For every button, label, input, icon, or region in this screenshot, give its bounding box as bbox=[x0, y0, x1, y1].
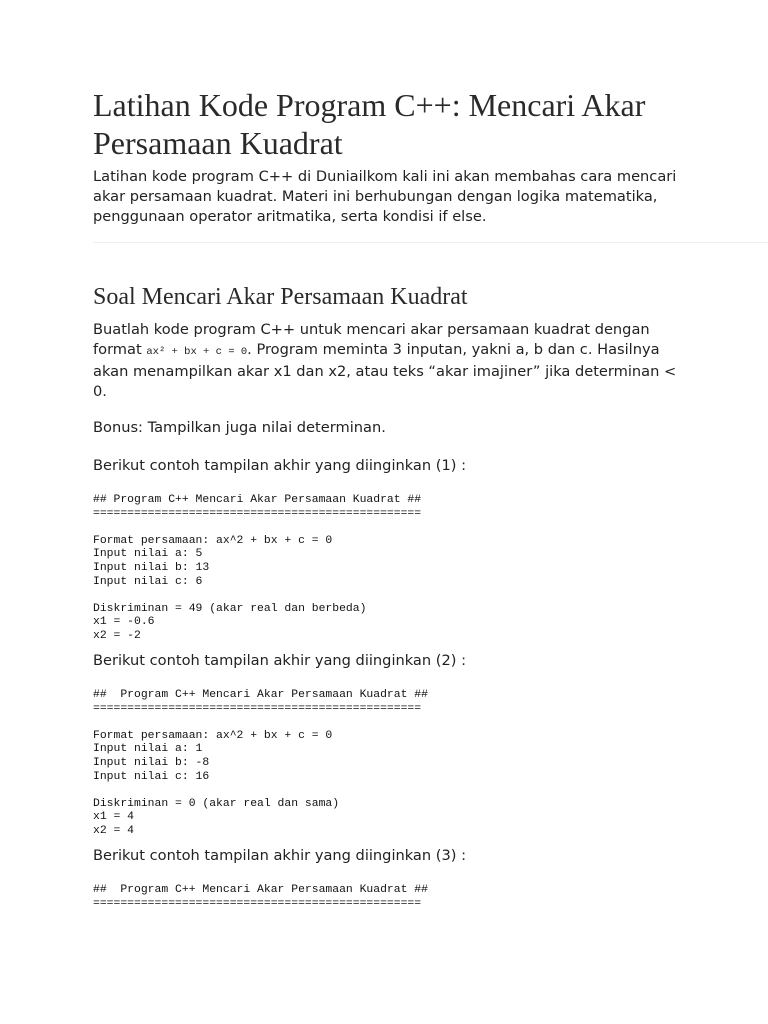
example-3-label: Berikut contoh tampilan akhir yang diinginkan (3) : bbox=[93, 847, 466, 864]
section-heading: Soal Mencari Akar Persamaan Kuadrat bbox=[93, 284, 468, 310]
article-intro: Latihan kode program C++ di Duniailkom kali ini akan membahas cara mencari akar persamaan kuadrat. Materi ini berhubungan dengan logika matematika, penggunaan operator aritmatika, serta kondisi if else. bbox=[93, 168, 677, 225]
example-1-label: Berikut contoh tampilan akhir yang diinginkan (1) : bbox=[93, 457, 466, 474]
example-2-label: Berikut contoh tampilan akhir yang diinginkan (2) : bbox=[93, 652, 466, 669]
problem-text-start: Buatlah kode program C++ untuk mencari akar persamaan kuadrat dengan format bbox=[93, 321, 650, 358]
bonus-text: Bonus: Tampilkan juga nilai determinan. bbox=[93, 419, 386, 436]
example-2-output: ## Program C++ Mencari Akar Persamaan Kuadrat ## ================================================ Format persamaan: ax^2 + bx + c = 0 Input nilai a: 1 Input nilai b: -8 Input nilai c: 16 Diskriminan = 0 (akar real dan sama) x1 = 4 x2 = 4 bbox=[93, 689, 428, 837]
article-title: Latihan Kode Program C++: Mencari Akar Persamaan Kuadrat bbox=[93, 87, 646, 161]
example-3-output: ## Program C++ Mencari Akar Persamaan Kuadrat ## ================================================ bbox=[93, 884, 428, 910]
problem-paragraph bbox=[93, 320, 693, 402]
example-1-output: ## Program C++ Mencari Akar Persamaan Kuadrat ## ================================================ Format persamaan: ax^2 + bx + c = 0 Input nilai a: 5 Input nilai b: 13 Input nilai c: 6 Diskriminan = 49 (akar real dan berbeda) x1 = -0.6 x2 = -2 bbox=[93, 494, 422, 642]
section-divider bbox=[93, 242, 768, 243]
problem-text-end: . Program meminta 3 inputan, yakni a, b dan c. Hasilnya akan menampilkan akar x1 dan x2, atau teks “akar imajiner” jika determinan < 0. bbox=[93, 341, 677, 400]
inline-code-formula: ax² + bx + c = 0 bbox=[146, 346, 248, 358]
